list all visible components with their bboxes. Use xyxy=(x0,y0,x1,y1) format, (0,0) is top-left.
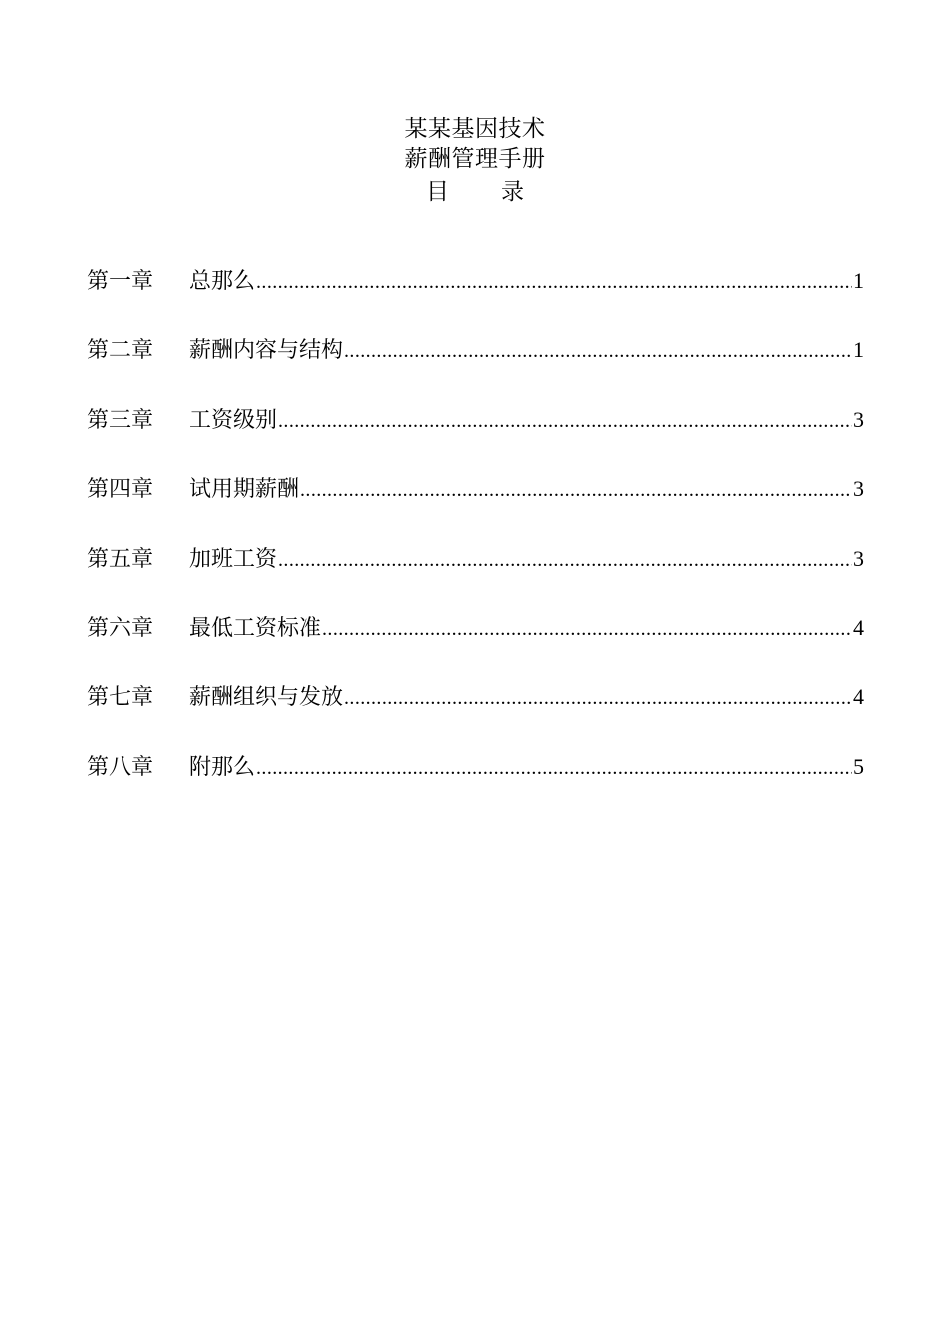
toc-entry[interactable] xyxy=(87,401,864,470)
manual-title: 薪酬管理手册 xyxy=(404,146,546,172)
toc-entry[interactable] xyxy=(87,678,864,747)
company-name: 某某基因技术 xyxy=(404,116,546,142)
toc-heading-char-1: 目 xyxy=(426,179,449,205)
toc-entry[interactable] xyxy=(87,748,864,817)
dot-leader xyxy=(256,749,852,787)
document-header xyxy=(0,114,950,208)
chapter-title: 试用期薪酬 xyxy=(189,477,300,503)
chapter-number: 第八章 xyxy=(87,754,154,780)
chapter-number: 第四章 xyxy=(87,477,154,503)
chapter-title: 薪酬内容与结构 xyxy=(189,338,344,364)
chapter-number: 第一章 xyxy=(87,269,154,294)
chapter-number: 第七章 xyxy=(87,685,154,711)
chapter-title: 附那么 xyxy=(189,754,256,780)
toc-entry[interactable] xyxy=(87,609,864,678)
toc-entry[interactable] xyxy=(87,331,864,400)
page-number: 3 xyxy=(853,545,864,571)
chapter-number: 第三章 xyxy=(87,407,154,433)
table-of-contents xyxy=(87,262,864,817)
dot-leader xyxy=(322,610,852,648)
page-number: 3 xyxy=(853,406,864,432)
dot-leader xyxy=(256,263,852,301)
chapter-title: 加班工资 xyxy=(189,546,278,572)
chapter-number: 第六章 xyxy=(87,615,154,641)
page-number: 4 xyxy=(853,684,864,710)
toc-heading-char-2: 录 xyxy=(501,179,524,205)
chapter-title: 薪酬组织与发放 xyxy=(189,685,344,711)
page-number: 1 xyxy=(853,268,864,293)
toc-heading xyxy=(0,176,950,208)
chapter-title: 最低工资标准 xyxy=(189,615,322,641)
dot-leader xyxy=(344,679,852,717)
toc-entry[interactable] xyxy=(87,540,864,609)
chapter-number: 第五章 xyxy=(87,546,154,572)
dot-leader xyxy=(278,402,852,440)
dot-leader xyxy=(278,541,852,579)
chapter-title: 总那么 xyxy=(189,269,256,294)
page-number: 4 xyxy=(853,614,864,640)
page-number: 1 xyxy=(853,337,864,363)
dot-leader xyxy=(300,471,852,509)
page-number: 5 xyxy=(853,753,864,779)
chapter-title: 工资级别 xyxy=(189,407,278,433)
toc-entry[interactable] xyxy=(87,262,864,331)
chapter-number: 第二章 xyxy=(87,338,154,364)
dot-leader xyxy=(344,332,852,370)
toc-entry[interactable] xyxy=(87,470,864,539)
page-number: 3 xyxy=(853,476,864,502)
